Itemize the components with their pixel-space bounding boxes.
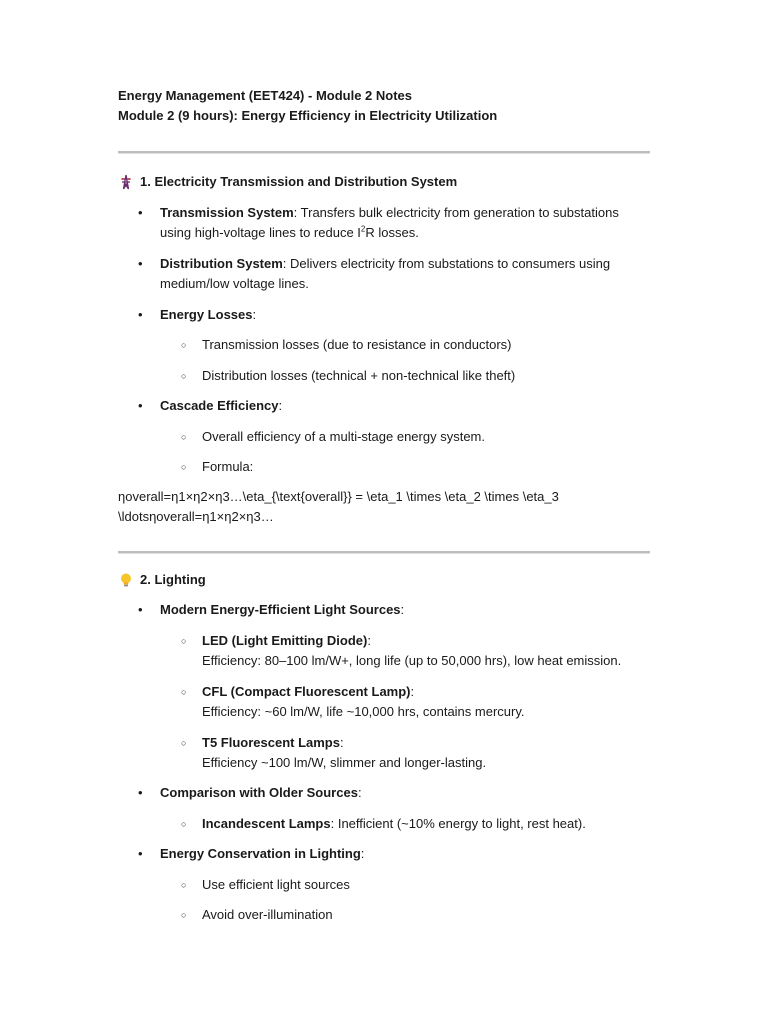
term-label: Energy Losses bbox=[160, 307, 253, 322]
sub-item: ○ Distribution losses (technical + non-technical like theft) bbox=[118, 366, 650, 386]
formula-text: ηoverall=η1×η2×η3…\eta_{\text{overall}} = \eta_1 \times \eta_2 \times \eta_3 bbox=[118, 489, 559, 504]
colon: : bbox=[410, 684, 415, 699]
colon: : bbox=[339, 735, 344, 750]
section-heading-lighting bbox=[118, 570, 650, 590]
sub-item-cfl bbox=[118, 682, 650, 722]
sub-item-t5 bbox=[118, 733, 650, 773]
term-detail: Efficiency: 80–100 lm/W+, long life (up to 50,000 hrs), low heat emission. bbox=[202, 653, 622, 668]
term-label: Transmission System bbox=[160, 205, 294, 220]
divider bbox=[118, 151, 650, 154]
list-item-modern-sources bbox=[118, 600, 650, 620]
colon: : bbox=[252, 307, 257, 322]
colon: : bbox=[360, 846, 365, 861]
light-bulb-icon bbox=[118, 572, 134, 588]
term-label: Comparison with Older Sources bbox=[160, 785, 358, 800]
superscript: 2 bbox=[360, 224, 366, 234]
section-heading-text: 1. Electricity Transmission and Distribution System bbox=[140, 174, 458, 189]
document-page bbox=[118, 86, 650, 925]
term-label: Distribution System bbox=[160, 256, 283, 271]
term-label: T5 Fluorescent Lamps bbox=[202, 735, 340, 750]
document-title: Energy Management (EET424) - Module 2 Notes bbox=[118, 88, 413, 103]
term-text-end: R losses. bbox=[365, 225, 419, 240]
term-label: Energy Conservation in Lighting bbox=[160, 846, 361, 861]
term-label: CFL (Compact Fluorescent Lamp) bbox=[202, 684, 411, 699]
term-detail: Efficiency: ~60 lm/W, life ~10,000 hrs, contains mercury. bbox=[202, 704, 525, 719]
sub-item: ○ Use efficient light sources bbox=[118, 875, 650, 895]
colon: : bbox=[400, 602, 405, 617]
sub-item-incandescent bbox=[118, 814, 650, 834]
section-heading-text: 2. Lighting bbox=[140, 572, 206, 587]
colon: : bbox=[357, 785, 362, 800]
sub-item-led bbox=[118, 631, 650, 671]
formula-text-continued: \ldotsηoverall=η1×η2×η3… bbox=[118, 509, 274, 524]
term-text: : Inefficient (~10% energy to light, rest heat). bbox=[330, 816, 586, 831]
section-heading-transmission bbox=[118, 172, 650, 192]
term-text: : Delivers electricity from substations to consumers using medium/low voltage lines. bbox=[160, 256, 611, 291]
divider bbox=[118, 551, 650, 554]
term-label: Cascade Efficiency bbox=[160, 398, 279, 413]
transmission-tower-icon bbox=[118, 174, 134, 190]
sub-item: ○ Avoid over-illumination bbox=[118, 905, 650, 925]
colon: : bbox=[367, 633, 371, 648]
term-label: Incandescent Lamps bbox=[202, 816, 331, 831]
sub-item: ○ Transmission losses (due to resistance in conductors) bbox=[118, 335, 650, 355]
colon: : bbox=[278, 398, 283, 413]
list-item-energy-losses bbox=[118, 305, 650, 325]
sub-item: ○ Overall efficiency of a multi-stage energy system. bbox=[118, 427, 650, 447]
list-item-cascade-efficiency bbox=[118, 396, 650, 416]
term-label: Modern Energy-Efficient Light Sources bbox=[160, 602, 401, 617]
term-label: LED (Light Emitting Diode) bbox=[202, 633, 368, 648]
list-item-distribution bbox=[118, 254, 650, 294]
module-title: Module 2 (9 hours): Energy Efficiency in Electricity Utilization bbox=[118, 108, 498, 123]
list-item-transmission bbox=[118, 203, 650, 243]
list-item-comparison bbox=[118, 783, 650, 803]
term-detail: Efficiency ~100 lm/W, slimmer and longer-lasting. bbox=[202, 755, 487, 770]
term-text: : Transfers bulk electricity from generation to substations using high-voltage lines to reduce I bbox=[160, 205, 619, 240]
list-item-conservation bbox=[118, 844, 650, 864]
sub-item: ○ Formula: bbox=[118, 457, 650, 477]
